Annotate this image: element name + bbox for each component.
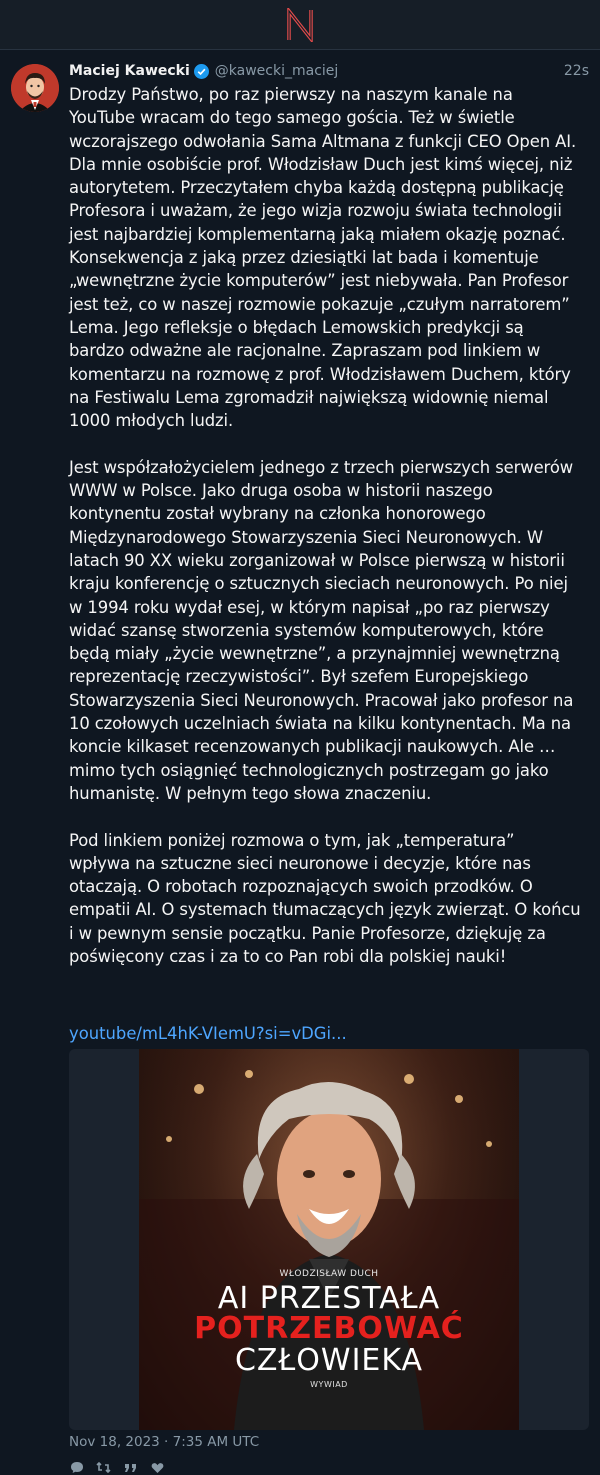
retweet-icon[interactable]	[96, 1460, 111, 1475]
tweet-body: Drodzy Państwo, po raz pierwszy na naszym kanale na YouTube wracam do tego samego gościa. Też w świetle wczorajszego odwołania Sama Altmana z funkcji CEO Open AI. Dla mnie osobiście prof. Włodzisław Duch jest kimś więcej, niż autorytetem. Przeczytałem chyba każdą dostępną publikację Profesora i uważam, że jego wizja rozwoju świata technologii jest najbardziej komplementarną jaką miałem okazję poznać. Konsekwencja z jaką przez dziesiątki lat bada i komentuje „wewnętrzne życie komputerów” jest niebywała. Pan Profesor jest też, co w naszej rozmowie pokazuje „czułym narratorem” Lema. Jego refleksje o błędach Lemowskich predykcji są bardzo odważne ale racjonalne. Zapraszam pod linkiem w komentarzu na rozmowę z prof. Włodzisławem Duchem, który na Festiwalu Lema zgromadził największą widownię niemal 1000 młodych ludzi. Jest współzałożycielem jednego z trzech pierwszych serwerów WWW w Polsce. Jako druga osoba w historii naszego kontynentu został wybrany na członka honorowego Międzynarodowego Stowarzyszenia Sieci Neuronowych. W latach 90 XX wieku zorganizował w Polsce pierwszą w historii kraju konferencję o sztucznych sieciach neuronowych. Po niej w 1994 roku wydał esej, w którym napisał „po raz pierwszy widać szansę stworzenia systemów komputerowych, które będą miały „życie wewnętrzne”, a przynajmniej wewnętrzną reprezentację rzeczywistości”. Był szefem Europejskiego Stowarzyszenia Sieci Neuronowych. Pracował jako profesor na 10 czołowych uczelniach świata na kilku kontynentach. Ma na koncie kilkaset recenzowanych publikacji naukowych. Ale … mimo tych osiągnięć technologicznych postrzegam go jako humanistę. W pełnym tego słowa znaczeniu. Pod linkiem poniżej rozmowa o tym, jak „temperatura” wpływa na sztuczne sieci neuronowe i decyzje, które nas otaczają. O robotach rozpoznających swoich przodków. O empatii AI. O systemach tłumaczących język zwierząt. O końcu i w pewnym sensie początku. Panie Profesorze, dziękuję za poświęcony czas i za to co Pan robi dla polskiej nauki!	[69, 85, 581, 966]
tweet-actions	[69, 1460, 165, 1475]
tweet-header	[69, 61, 589, 81]
verified-badge-icon	[194, 64, 209, 79]
video-thumbnail[interactable]	[139, 1049, 519, 1430]
poster-title-line-2: POTRZEBOWAĆ	[194, 1311, 464, 1346]
quote-icon[interactable]	[123, 1460, 138, 1475]
poster-title-line-1: AI PRZESTAŁA	[217, 1281, 441, 1316]
top-bar	[0, 0, 600, 50]
heart-icon[interactable]	[150, 1460, 165, 1475]
poster-guest-name: WŁODZISŁAW DUCH	[279, 1269, 379, 1279]
author-handle[interactable]: @kawecki_maciej	[214, 63, 339, 79]
tweet-link[interactable]: youtube/mL4hK-VIemU?si=vDGi...	[69, 1024, 347, 1043]
tweet-media[interactable]	[69, 1049, 589, 1430]
poster-title-line-3: CZŁOWIEKA	[234, 1343, 424, 1378]
poster-subtitle: WYWIAD	[310, 1380, 348, 1389]
author-name[interactable]: Maciej Kawecki	[69, 63, 190, 79]
nitter-logo-icon[interactable]	[286, 8, 314, 42]
tweet-time[interactable]: 22s	[563, 63, 589, 79]
avatar[interactable]	[11, 64, 59, 112]
comment-icon[interactable]	[69, 1460, 84, 1475]
tweet	[0, 50, 600, 1450]
tweet-date[interactable]: Nov 18, 2023 · 7:35 AM UTC	[69, 1434, 260, 1450]
